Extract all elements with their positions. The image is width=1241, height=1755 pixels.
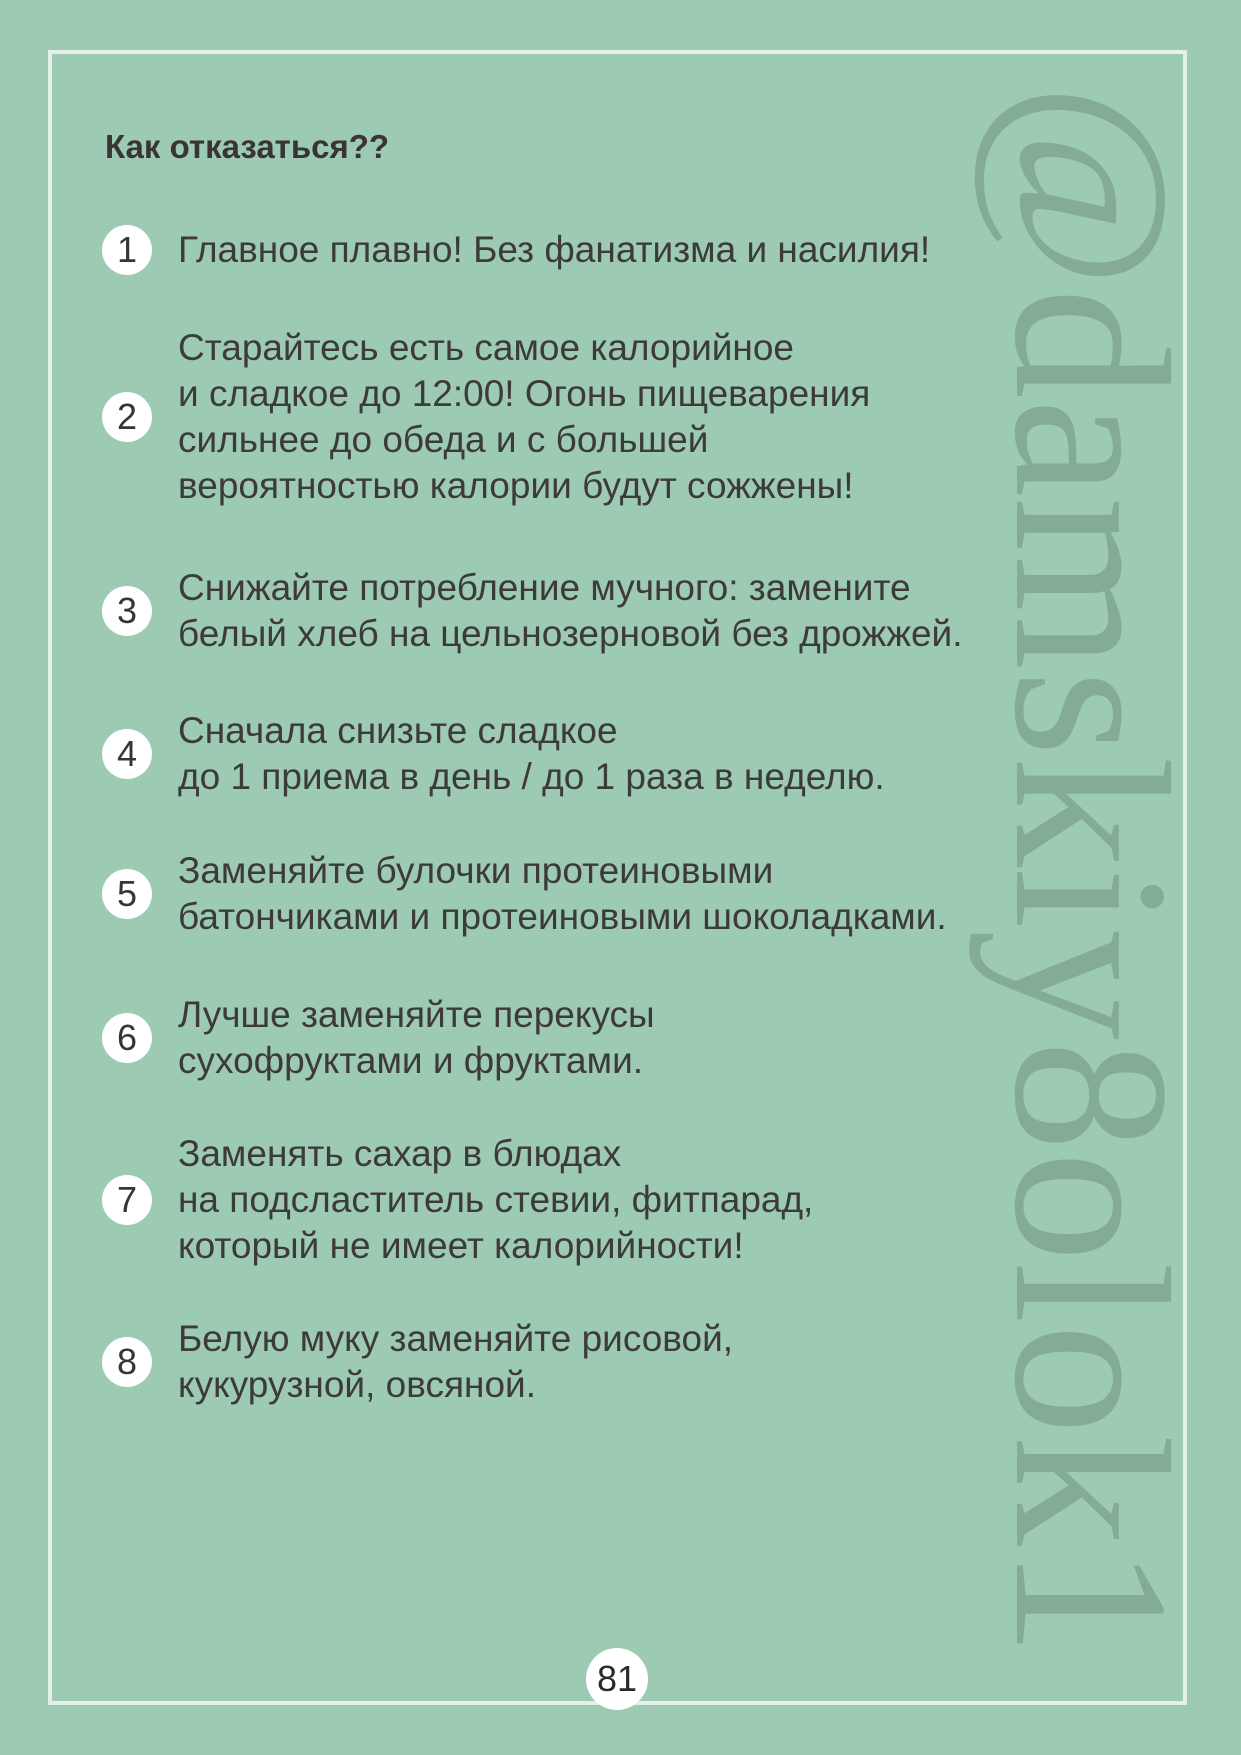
list-item (102, 225, 930, 275)
item-number-badge: 6 (102, 1013, 152, 1063)
item-number-badge: 3 (102, 586, 152, 636)
item-text: Сначала снизьте сладкое до 1 приема в день / до 1 раза в неделю. (178, 710, 885, 797)
list-item (102, 1316, 733, 1408)
item-text: Старайтесь есть самое калорийное и сладкое до 12:00! Огонь пищеварения сильнее до обеда и с большей вероятностью калории будут сожжены! (178, 327, 871, 506)
item-number-badge: 5 (102, 869, 152, 919)
list-item (102, 992, 655, 1084)
item-text: Заменять сахар в блюдах на подсластитель стевии, фитпарад, который не имеет калорийности! (178, 1133, 814, 1266)
item-number-badge: 1 (102, 225, 152, 275)
item-number-badge: 8 (102, 1337, 152, 1387)
item-number-badge: 7 (102, 1175, 152, 1225)
item-number-badge: 2 (102, 392, 152, 442)
list-item (102, 1131, 813, 1269)
item-text: Снижайте потребление мучного: замените белый хлеб на цельнозерновой без дрожжей. (178, 567, 963, 654)
list-item (102, 848, 947, 940)
list-item (102, 325, 870, 509)
item-text: Главное плавно! Без фанатизма и насилия! (178, 229, 931, 270)
page-heading: Как отказаться?? (105, 128, 390, 165)
item-text: Заменяйте булочки протеиновыми батончиками и протеиновыми шоколадками. (178, 850, 947, 937)
list-item (102, 708, 885, 800)
item-text: Белую муку заменяйте рисовой, кукурузной, овсяной. (178, 1318, 734, 1405)
watermark: @damskiy8olok1 (968, 83, 1214, 1657)
item-number-badge: 4 (102, 729, 152, 779)
page-number: 81 (586, 1648, 648, 1710)
list-item (102, 565, 962, 657)
item-text: Лучше заменяйте перекусы сухофруктами и фруктами. (178, 994, 655, 1081)
